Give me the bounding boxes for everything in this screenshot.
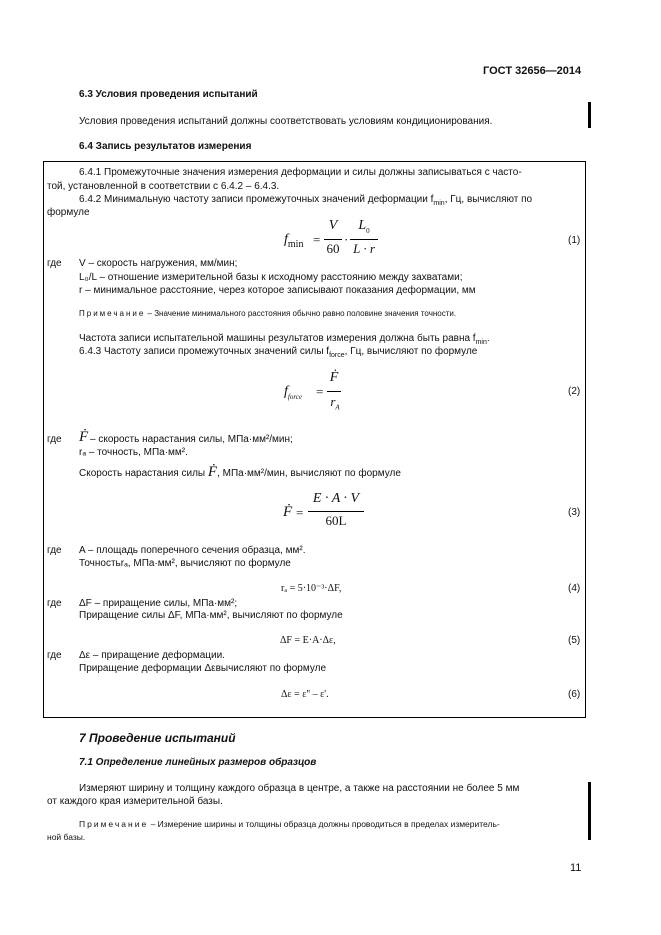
eq3-number: (3) [568, 507, 581, 518]
deformation-increment-line: Приращение деформации Δεвычисляют по формуле [79, 663, 327, 674]
eq1-lhs: $f_{min}$ [284, 232, 304, 250]
revision-bar-2 [588, 782, 591, 840]
eq1-den1: 60 [326, 241, 340, 256]
rate-line: Скорость нарастания силы Ḟ, МПа·мм²/мин, вычисляют по формуле [79, 464, 401, 480]
eq5-number: (5) [568, 635, 581, 646]
standard-number: ГОСТ 32656—2014 [483, 65, 582, 77]
eq1-num2: $L_0$ [358, 218, 370, 235]
p641-line1: 6.4.1 Промежуточные значения измерения деформации и силы должны записываться с часто- [79, 167, 522, 178]
where-label-4: где [47, 598, 62, 609]
revision-bar [588, 102, 591, 128]
section-6-3-heading: 6.3 Условия проведения испытаний [79, 89, 258, 100]
where-de: Δε – приращение деформации. [79, 650, 225, 661]
equation-4: rₐ = 5·10⁻³·ΔF, [281, 583, 342, 594]
where-label: где [47, 258, 62, 269]
note-1: Примечание – Значение минимального расстояния обычно равно половине значения точности. [79, 309, 457, 318]
page-number: 11 [570, 862, 582, 874]
note-2-line1: Примечание – Измерение ширины и толщины образца должны проводиться в пределах измеритель- [79, 819, 500, 829]
where-ra: rₐ – точность, МПа·мм². [79, 447, 188, 458]
where-r: r – минимальное расстояние, через которое записывают показания деформации, мм [79, 285, 476, 296]
eq4-number: (4) [568, 583, 581, 594]
section-6-3-text: Условия проведения испытаний должны соответствовать условиям кондиционирования. [79, 116, 493, 127]
eq1-number: (1) [568, 235, 581, 246]
p642-line2: формуле [47, 207, 90, 218]
equation-6: Δε = ε'' – ε'. [281, 689, 329, 700]
where-fdot: – скорость нарастания силы, МПа·мм²/мин; [90, 434, 293, 445]
where-df: ΔF – приращение силы, МПа·мм²; [79, 598, 238, 609]
accuracy-line: Точностьrₐ, МПа·мм², вычисляют по формуле [79, 558, 291, 569]
eq2-number: (2) [568, 386, 581, 397]
freq-text: Частота записи испытательной машины результатов измерения должна быть равна $f_{min}$. [79, 333, 490, 346]
where-label-5: где [47, 650, 62, 661]
eq1-num1: V [328, 218, 338, 233]
section-7-heading: 7 Проведение испытаний [79, 731, 236, 745]
note-2-line2: ной базы. [47, 832, 86, 842]
f-dot-symbol: Ḟ [79, 429, 89, 445]
where-label-3: где [47, 545, 62, 556]
section-6-4-heading: 6.4 Запись результатов измерения [79, 141, 252, 152]
section-7-1-heading: 7.1 Определение линейных размеров образцов [79, 757, 317, 768]
p642-line1: 6.4.2 Минимальную частоту записи промежуточных значений деформации $f_{min}$, Гц, вычисляют по [79, 194, 533, 207]
where-a: A – площадь поперечного сечения образца, мм². [79, 545, 306, 556]
where-l: L₀/L – отношение измерительной базы к исходному расстоянию между захватами; [79, 272, 463, 283]
force-increment-line: Приращение силы ΔF, МПа·мм², вычисляют по формуле [79, 610, 343, 621]
s71-line2: от каждого края измерительной базы. [47, 796, 223, 807]
s71-line1: Измеряют ширину и толщину каждого образца в центре, а также на расстоянии не более 5 мм [79, 783, 520, 794]
where-label-2: где [47, 434, 62, 445]
p641-line2: той, установленной в соответствии с 6.4.2 – 6.4.3. [47, 181, 280, 192]
p643: 6.4.3 Частоту записи промежуточных значений силы $f_{force}$, Гц, вычисляют по формуле [79, 346, 478, 359]
equation-5: ΔF = E·A·Δε, [280, 635, 336, 646]
where-v: V – скорость нагружения, мм/мин; [79, 258, 238, 269]
eq6-number: (6) [568, 689, 581, 700]
eq1-den2: L · r [353, 241, 375, 256]
